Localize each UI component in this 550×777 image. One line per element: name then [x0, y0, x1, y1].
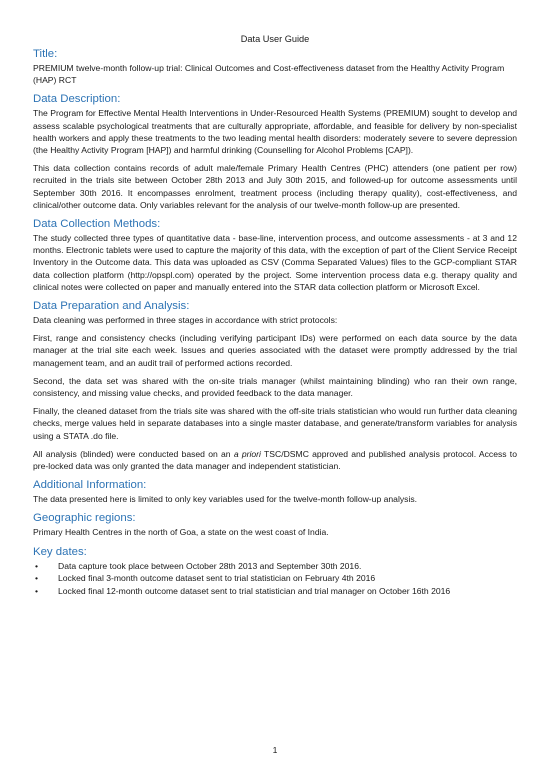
geographic-text: Primary Health Centres in the north of Goa, a state on the west coast of India. — [33, 527, 329, 538]
preparation-p5-italic: a priori — [233, 448, 261, 459]
key-date-text: Data capture took place between October 28th 2013 and September 30th 2016. — [58, 560, 362, 571]
geographic-heading: Geographic regions: — [33, 512, 136, 525]
title-heading: Title: — [33, 48, 58, 60]
key-date-text: Locked final 3-month outcome dataset sent to trial statistician on February 4th 2016 — [58, 573, 376, 584]
methods-paragraph: The study collected three types of quantitative data - base-line, intervention process, and outcome assessments - at 3 and 12 months. Electronic tablets were used to capture the majority of this data, with the exception of part of the Client Service Receipt Inventory in the Outcome data. This data was uploaded as CSV (Comma Separated Values) files to the GCP-compliant STAR data collection platform (http://opspl.com) operated by the project. Some intervention process data e.g. therapy quality and clinical notes were collected on paper and manually entered into the STAR data collection platform or Microsoft Excel. — [33, 233, 517, 292]
additional-text: The data presented here is limited to only key variables used for the twelve-month follow-up analysis. — [33, 494, 418, 505]
preparation-paragraph-5 — [33, 448, 517, 472]
methods-heading: Data Collection Methods: — [33, 218, 161, 231]
title-text: PREMIUM twelve-month follow-up trial: Clinical Outcomes and Cost-effectiveness dataset from the Healthy Activity Program (HAP) RCT — [33, 63, 505, 86]
preparation-heading: Data Preparation and Analysis: — [33, 300, 190, 313]
list-item — [33, 560, 517, 573]
list-item — [33, 572, 517, 585]
document-header: Data User Guide — [240, 34, 310, 44]
preparation-paragraph-2: First, range and consistency checks (including verifying participant IDs) were performed on each data source by the data manager at the trial site each week. Issues and queries associated with the dataset were promptly addressed by the trial management team, and an audit trail of performed actions recorded. — [33, 333, 517, 368]
bullet-icon: • — [35, 585, 39, 596]
dates-heading: Key dates: — [33, 545, 87, 558]
preparation-paragraph-4: Finally, the cleaned dataset from the trials site was shared with the off-site trials statistician who would run further data cleaning checks, merge values held in separate databases into a single master database, and generate/transform variables for analysis using a STATA .do file. — [33, 406, 517, 441]
list-item — [33, 585, 517, 598]
bullet-icon: • — [35, 560, 39, 571]
additional-heading: Additional Information: — [33, 479, 147, 492]
preparation-paragraph-1: Data cleaning was performed in three stages in accordance with strict protocols: — [33, 315, 338, 326]
bullet-icon: • — [35, 573, 39, 584]
key-dates-list — [33, 560, 517, 598]
preparation-p5-end: TSC/DSMC approved and published analysis protocol. Access to pre-locked data was only granted the data manager and independent statistician. — [33, 448, 517, 472]
description-paragraph-1: The Program for Effective Mental Health Interventions in Under-Resourced Health Systems (PREMIUM) sought to develop and assess scalable psychological treatments that are culturally appropriate, affordable, and feasible for delivery by non-specialist health workers and apply these treatments to the two leading mental health disorders: moderately severe to severe depression (the Healthy Activity Program [HAP]) and harmful drinking (Counselling for Alcohol Problems [CAP]). — [33, 108, 517, 156]
preparation-paragraph-3: Second, the data set was shared with the on-site trials manager (whilst maintaining blinding) who ran their own range, consistency, and missing value checks, and provided feedback to the data manager. — [33, 375, 517, 399]
description-heading: Data Description: — [33, 93, 121, 106]
preparation-p5-start: All analysis (blinded) were conducted based on an — [33, 448, 234, 459]
page-number: 1 — [272, 745, 278, 755]
key-date-text: Locked final 12-month outcome dataset sent to trial statistician and trial manager on October 16th 2016 — [58, 585, 451, 596]
description-paragraph-2: This data collection contains records of adult male/female Primary Health Centres (PHC) attenders (one patient per row) recruited in the trials site between October 28th 2013 and July 30th 2015, and followed-up for outcome assessments until September 30th 2016. It encompasses enrolment, treatment process (including therapy quality), cost-effectiveness, and clinical/other outcome data. Only variables relevant for the analysis of our twelve-month follow-up are presented. — [33, 163, 517, 210]
